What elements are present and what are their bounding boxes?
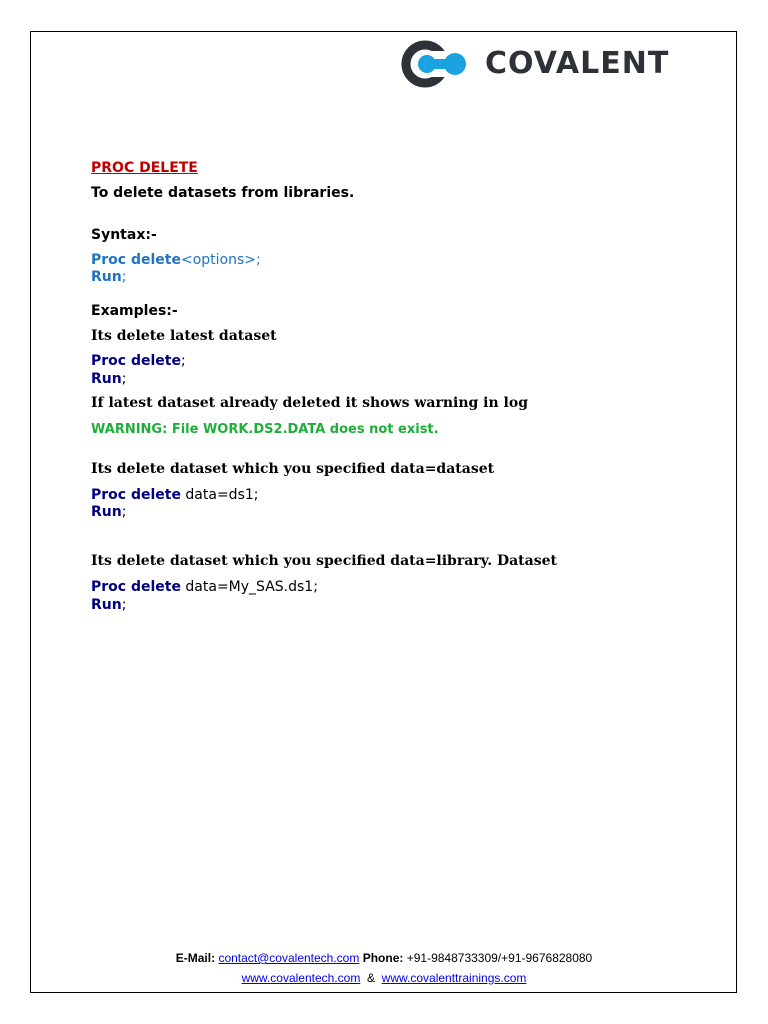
example2-run-keyword: Run [91, 504, 122, 520]
footer-contact-line [0, 951, 768, 965]
example2-argument: data=ds1; [180, 487, 259, 503]
example3-description: Its delete dataset which you specified data=library. Dataset [91, 553, 557, 569]
example3-proc-line [91, 579, 318, 596]
website-link-covalenttrainings[interactable]: www.covalenttrainings.com [381, 971, 527, 985]
example1-description: Its delete latest dataset [91, 328, 277, 344]
example3-run-keyword: Run [91, 597, 122, 613]
example1-semicolon: ; [180, 353, 186, 369]
syntax-run-semicolon: ; [121, 269, 127, 285]
example1-note: If latest dataset already deleted it shows warning in log [91, 395, 528, 411]
example3-proc-keyword: Proc delete [91, 579, 181, 595]
syntax-run-keyword: Run [91, 269, 122, 285]
website-link-covalentech[interactable]: www.covalentech.com [241, 971, 361, 985]
example3-run-semicolon: ; [121, 597, 127, 613]
syntax-proc-line [91, 252, 261, 269]
example2-proc-keyword: Proc delete [91, 487, 181, 503]
example1-run-semicolon: ; [121, 371, 127, 387]
example2-description: Its delete dataset which you specified data=dataset [91, 461, 495, 477]
syntax-run-line [91, 269, 126, 286]
doc-intro: To delete datasets from libraries. [91, 185, 355, 201]
examples-heading: Examples:- [91, 303, 178, 319]
email-link[interactable]: contact@covalentech.com [218, 951, 360, 965]
example1-proc-keyword: Proc delete [91, 353, 181, 369]
example1-proc-line [91, 353, 186, 370]
example2-run-semicolon: ; [121, 504, 127, 520]
covalent-logo-icon [401, 37, 481, 91]
syntax-proc-keyword: Proc delete [91, 252, 181, 268]
warning-message: WARNING: File WORK.DS2.DATA does not exist. [91, 422, 439, 437]
example2-proc-line [91, 487, 259, 504]
example3-run-line [91, 597, 126, 614]
ampersand: & [366, 971, 375, 985]
example2-run-line [91, 504, 126, 521]
brand-name: COVALENT [485, 46, 670, 81]
email-label: E-Mail: [175, 951, 216, 965]
phone-label: Phone: [362, 951, 404, 965]
example3-argument: data=My_SAS.ds1; [180, 579, 318, 595]
syntax-options: <options>; [180, 252, 261, 268]
example1-run-line [91, 371, 126, 388]
footer-websites-line [0, 971, 768, 985]
phone-numbers: +91-9848733309/+91-9676828080 [406, 951, 593, 965]
covalent-logo [401, 37, 669, 91]
doc-title: PROC DELETE [91, 160, 198, 176]
example1-run-keyword: Run [91, 371, 122, 387]
syntax-heading: Syntax:- [91, 227, 157, 243]
